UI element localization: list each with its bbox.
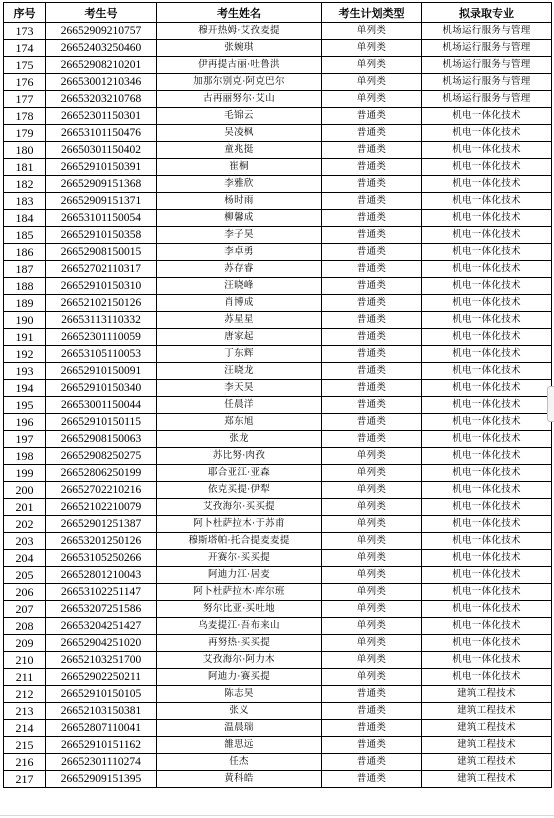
cell-plan-type: 普通类: [322, 244, 422, 261]
cell-student-name: 艾孜海尔·阿力木: [157, 652, 322, 669]
cell-major: 机电一体化技术: [422, 533, 552, 550]
cell-exam-id: 26652910151162: [46, 737, 157, 754]
cell-major: 机电一体化技术: [422, 210, 552, 227]
cell-exam-id: 26650301150402: [46, 142, 157, 159]
cell-seq: 193: [4, 363, 46, 380]
cell-major: 机电一体化技术: [422, 584, 552, 601]
cell-student-name: 阿卜杜萨拉木·于苏甫: [157, 516, 322, 533]
cell-exam-id: 26652908250275: [46, 448, 157, 465]
cell-major: 机电一体化技术: [422, 159, 552, 176]
cell-exam-id: 26652301150301: [46, 108, 157, 125]
table-row: [4, 737, 552, 754]
cell-student-name: 肖博成: [157, 295, 322, 312]
cell-exam-id: 26652103150381: [46, 703, 157, 720]
cell-seq: 186: [4, 244, 46, 261]
cell-student-name: 雒思远: [157, 737, 322, 754]
cell-student-name: 丁东辉: [157, 346, 322, 363]
cell-student-name: 再努热·买买提: [157, 635, 322, 652]
cell-student-name: 耶合亚江·亚森: [157, 465, 322, 482]
cell-major: 机电一体化技术: [422, 567, 552, 584]
cell-plan-type: 单列类: [322, 635, 422, 652]
table-row: [4, 550, 552, 567]
table-row: [4, 465, 552, 482]
cell-exam-id: 26653102251147: [46, 584, 157, 601]
table-row: [4, 771, 552, 788]
cell-seq: 201: [4, 499, 46, 516]
table-row: [4, 635, 552, 652]
cell-student-name: 张婉琪: [157, 40, 322, 57]
cell-seq: 190: [4, 312, 46, 329]
cell-plan-type: 单列类: [322, 448, 422, 465]
cell-exam-id: 26653113110332: [46, 312, 157, 329]
table-row: [4, 703, 552, 720]
table-row: [4, 193, 552, 210]
cell-plan-type: 单列类: [322, 550, 422, 567]
cell-seq: 214: [4, 720, 46, 737]
cell-major: 机电一体化技术: [422, 397, 552, 414]
table-row: [4, 125, 552, 142]
cell-major: 建筑工程技术: [422, 720, 552, 737]
cell-exam-id: 26653101150054: [46, 210, 157, 227]
table-row: [4, 329, 552, 346]
cell-exam-id: 26653105250266: [46, 550, 157, 567]
cell-plan-type: 普通类: [322, 159, 422, 176]
cell-seq: 216: [4, 754, 46, 771]
cell-plan-type: 普通类: [322, 108, 422, 125]
cell-exam-id: 26653204251427: [46, 618, 157, 635]
cell-student-name: 依克买提·伊犁: [157, 482, 322, 499]
cell-student-name: 加那尔别克·阿克巴尔: [157, 74, 322, 91]
cell-student-name: 艾孜海尔·买买提: [157, 499, 322, 516]
header-exam-id: 考生号: [46, 3, 157, 23]
cell-student-name: 李子昊: [157, 227, 322, 244]
table-row: [4, 482, 552, 499]
cell-student-name: 穆斯塔帕·托合提麦麦提: [157, 533, 322, 550]
cell-student-name: 穆开热姆·艾孜麦提: [157, 23, 322, 40]
cell-seq: 192: [4, 346, 46, 363]
table-row: [4, 210, 552, 227]
cell-exam-id: 26652910150115: [46, 414, 157, 431]
table-row: [4, 295, 552, 312]
cell-seq: 198: [4, 448, 46, 465]
cell-seq: 204: [4, 550, 46, 567]
cell-exam-id: 26652702210216: [46, 482, 157, 499]
cell-student-name: 阿迪力江·居麦: [157, 567, 322, 584]
cell-seq: 210: [4, 652, 46, 669]
cell-student-name: 古再丽努尔·艾山: [157, 91, 322, 108]
cell-plan-type: 普通类: [322, 278, 422, 295]
cell-plan-type: 普通类: [322, 397, 422, 414]
cell-exam-id: 26652702110317: [46, 261, 157, 278]
cell-major: 机电一体化技术: [422, 295, 552, 312]
cell-major: 机场运行服务与管理: [422, 91, 552, 108]
cell-student-name: 苏存睿: [157, 261, 322, 278]
side-scroll-tab[interactable]: [547, 386, 554, 422]
cell-plan-type: 单列类: [322, 533, 422, 550]
cell-plan-type: 单列类: [322, 567, 422, 584]
cell-seq: 191: [4, 329, 46, 346]
cell-seq: 181: [4, 159, 46, 176]
cell-major: 机电一体化技术: [422, 431, 552, 448]
cell-exam-id: 26652909151371: [46, 193, 157, 210]
cell-exam-id: 26652910150105: [46, 686, 157, 703]
cell-student-name: 苏星星: [157, 312, 322, 329]
cell-major: 机电一体化技术: [422, 618, 552, 635]
cell-seq: 199: [4, 465, 46, 482]
cell-exam-id: 26653105110053: [46, 346, 157, 363]
cell-plan-type: 普通类: [322, 754, 422, 771]
table-row: [4, 91, 552, 108]
cell-plan-type: 普通类: [322, 346, 422, 363]
cell-major: 机电一体化技术: [422, 227, 552, 244]
cell-major: 机电一体化技术: [422, 499, 552, 516]
cell-seq: 217: [4, 771, 46, 788]
cell-student-name: 吴凌枫: [157, 125, 322, 142]
cell-plan-type: 普通类: [322, 720, 422, 737]
table-row: [4, 244, 552, 261]
cell-major: 机电一体化技术: [422, 244, 552, 261]
table-row: [4, 720, 552, 737]
page-bottom-divider: [0, 815, 554, 816]
cell-plan-type: 单列类: [322, 57, 422, 74]
cell-major: 机电一体化技术: [422, 516, 552, 533]
cell-major: 机电一体化技术: [422, 278, 552, 295]
cell-seq: 182: [4, 176, 46, 193]
cell-exam-id: 26652909151368: [46, 176, 157, 193]
table-row: [4, 652, 552, 669]
cell-plan-type: 普通类: [322, 686, 422, 703]
cell-plan-type: 单列类: [322, 499, 422, 516]
cell-major: 机电一体化技术: [422, 414, 552, 431]
table-row: [4, 23, 552, 40]
cell-major: 机电一体化技术: [422, 380, 552, 397]
cell-plan-type: 单列类: [322, 40, 422, 57]
table-row: [4, 618, 552, 635]
cell-exam-id: 26652102210079: [46, 499, 157, 516]
cell-student-name: 温晨瑞: [157, 720, 322, 737]
cell-seq: 173: [4, 23, 46, 40]
cell-exam-id: 26652908150063: [46, 431, 157, 448]
cell-exam-id: 26652901251387: [46, 516, 157, 533]
cell-major: 建筑工程技术: [422, 737, 552, 754]
cell-seq: 184: [4, 210, 46, 227]
cell-student-name: 童兆挺: [157, 142, 322, 159]
cell-exam-id: 26653001150044: [46, 397, 157, 414]
cell-seq: 177: [4, 91, 46, 108]
table-row: [4, 669, 552, 686]
cell-student-name: 开赛尔·买买提: [157, 550, 322, 567]
cell-major: 机电一体化技术: [422, 346, 552, 363]
table-body: [4, 23, 552, 788]
cell-major: 机电一体化技术: [422, 601, 552, 618]
table-row: [4, 686, 552, 703]
table-row: [4, 754, 552, 771]
cell-major: 机电一体化技术: [422, 448, 552, 465]
cell-major: 机电一体化技术: [422, 329, 552, 346]
cell-plan-type: 单列类: [322, 91, 422, 108]
cell-student-name: 唐家起: [157, 329, 322, 346]
table-row: [4, 363, 552, 380]
cell-student-name: 张龙: [157, 431, 322, 448]
cell-major: 机电一体化技术: [422, 550, 552, 567]
cell-seq: 188: [4, 278, 46, 295]
cell-plan-type: 普通类: [322, 737, 422, 754]
cell-exam-id: 26652403250460: [46, 40, 157, 57]
cell-plan-type: 普通类: [322, 771, 422, 788]
cell-student-name: 伊再提古丽·吐鲁洪: [157, 57, 322, 74]
cell-student-name: 黄科皓: [157, 771, 322, 788]
cell-major: 机电一体化技术: [422, 363, 552, 380]
cell-student-name: 阿迪力·赛买提: [157, 669, 322, 686]
table-row: [4, 499, 552, 516]
cell-plan-type: 普通类: [322, 329, 422, 346]
table-row: [4, 57, 552, 74]
cell-plan-type: 普通类: [322, 261, 422, 278]
table-row: [4, 346, 552, 363]
cell-exam-id: 26652909151395: [46, 771, 157, 788]
header-major: 拟录取专业: [422, 3, 552, 23]
cell-student-name: 柳馨成: [157, 210, 322, 227]
header-seq: 序号: [4, 3, 46, 23]
cell-major: 建筑工程技术: [422, 771, 552, 788]
cell-student-name: 汪晓峰: [157, 278, 322, 295]
cell-student-name: 李卓勇: [157, 244, 322, 261]
cell-exam-id: 26652910150391: [46, 159, 157, 176]
cell-exam-id: 26652806250199: [46, 465, 157, 482]
cell-major: 机场运行服务与管理: [422, 74, 552, 91]
cell-seq: 185: [4, 227, 46, 244]
cell-major: 机场运行服务与管理: [422, 40, 552, 57]
cell-student-name: 李雅欣: [157, 176, 322, 193]
cell-seq: 215: [4, 737, 46, 754]
cell-major: 机电一体化技术: [422, 669, 552, 686]
table-row: [4, 380, 552, 397]
table-row: [4, 108, 552, 125]
cell-student-name: 陈志昊: [157, 686, 322, 703]
cell-seq: 183: [4, 193, 46, 210]
cell-seq: 203: [4, 533, 46, 550]
cell-exam-id: 26652904251020: [46, 635, 157, 652]
cell-plan-type: 单列类: [322, 465, 422, 482]
cell-student-name: 李天昊: [157, 380, 322, 397]
table-row: [4, 261, 552, 278]
table-row: [4, 533, 552, 550]
cell-exam-id: 26652902250211: [46, 669, 157, 686]
cell-plan-type: 单列类: [322, 601, 422, 618]
table-row: [4, 601, 552, 618]
cell-major: 建筑工程技术: [422, 686, 552, 703]
cell-student-name: 努尔比亚·买吐地: [157, 601, 322, 618]
table-row: [4, 227, 552, 244]
cell-plan-type: 普通类: [322, 125, 422, 142]
cell-major: 机电一体化技术: [422, 312, 552, 329]
header-name: 考生姓名: [157, 3, 322, 23]
cell-plan-type: 普通类: [322, 312, 422, 329]
cell-exam-id: 26652908150015: [46, 244, 157, 261]
cell-seq: 213: [4, 703, 46, 720]
cell-plan-type: 单列类: [322, 516, 422, 533]
cell-major: 建筑工程技术: [422, 703, 552, 720]
cell-seq: 205: [4, 567, 46, 584]
cell-exam-id: 26652910150091: [46, 363, 157, 380]
cell-plan-type: 普通类: [322, 176, 422, 193]
cell-seq: 209: [4, 635, 46, 652]
cell-student-name: 郑东旭: [157, 414, 322, 431]
cell-seq: 197: [4, 431, 46, 448]
cell-seq: 176: [4, 74, 46, 91]
cell-seq: 178: [4, 108, 46, 125]
cell-student-name: 汪晓龙: [157, 363, 322, 380]
cell-exam-id: 26652910150340: [46, 380, 157, 397]
cell-plan-type: 普通类: [322, 703, 422, 720]
table-header: [4, 3, 552, 23]
cell-seq: 180: [4, 142, 46, 159]
cell-plan-type: 普通类: [322, 142, 422, 159]
table-row: [4, 584, 552, 601]
table-row: [4, 567, 552, 584]
header-plan-type: 考生计划类型: [322, 3, 422, 23]
cell-plan-type: 普通类: [322, 295, 422, 312]
cell-plan-type: 普通类: [322, 363, 422, 380]
table-row: [4, 448, 552, 465]
cell-plan-type: 普通类: [322, 227, 422, 244]
cell-seq: 175: [4, 57, 46, 74]
table-row: [4, 278, 552, 295]
cell-seq: 207: [4, 601, 46, 618]
cell-seq: 187: [4, 261, 46, 278]
cell-seq: 206: [4, 584, 46, 601]
cell-exam-id: 26652801210043: [46, 567, 157, 584]
cell-student-name: 毛锦云: [157, 108, 322, 125]
cell-seq: 202: [4, 516, 46, 533]
cell-plan-type: 单列类: [322, 584, 422, 601]
cell-exam-id: 26652301110274: [46, 754, 157, 771]
cell-seq: 195: [4, 397, 46, 414]
cell-plan-type: 普通类: [322, 380, 422, 397]
cell-plan-type: 单列类: [322, 74, 422, 91]
cell-exam-id: 26653207251586: [46, 601, 157, 618]
table-row: [4, 516, 552, 533]
cell-exam-id: 26652807110041: [46, 720, 157, 737]
cell-seq: 211: [4, 669, 46, 686]
cell-seq: 194: [4, 380, 46, 397]
cell-exam-id: 26652301110059: [46, 329, 157, 346]
cell-seq: 189: [4, 295, 46, 312]
cell-major: 机电一体化技术: [422, 193, 552, 210]
cell-student-name: 阿卜杜萨拉木·库尔班: [157, 584, 322, 601]
table-row: [4, 176, 552, 193]
table-row: [4, 40, 552, 57]
cell-seq: 179: [4, 125, 46, 142]
cell-plan-type: 单列类: [322, 23, 422, 40]
table-row: [4, 431, 552, 448]
cell-exam-id: 26652103251700: [46, 652, 157, 669]
cell-major: 机电一体化技术: [422, 261, 552, 278]
cell-plan-type: 普通类: [322, 210, 422, 227]
cell-student-name: 苏比努·肉孜: [157, 448, 322, 465]
cell-major: 机电一体化技术: [422, 652, 552, 669]
cell-seq: 196: [4, 414, 46, 431]
table-row: [4, 159, 552, 176]
cell-exam-id: 26653101150476: [46, 125, 157, 142]
cell-major: 机电一体化技术: [422, 635, 552, 652]
cell-plan-type: 普通类: [322, 193, 422, 210]
cell-major: 机电一体化技术: [422, 125, 552, 142]
table-row: [4, 312, 552, 329]
cell-student-name: 张义: [157, 703, 322, 720]
cell-seq: 208: [4, 618, 46, 635]
cell-major: 机场运行服务与管理: [422, 57, 552, 74]
cell-plan-type: 单列类: [322, 618, 422, 635]
cell-plan-type: 单列类: [322, 652, 422, 669]
cell-exam-id: 26653203210768: [46, 91, 157, 108]
table-row: [4, 414, 552, 431]
cell-major: 机电一体化技术: [422, 482, 552, 499]
cell-major: 建筑工程技术: [422, 754, 552, 771]
cell-exam-id: 26653001210346: [46, 74, 157, 91]
cell-exam-id: 26652910150310: [46, 278, 157, 295]
cell-student-name: 任晨洋: [157, 397, 322, 414]
cell-exam-id: 26652909210757: [46, 23, 157, 40]
cell-exam-id: 26652908210201: [46, 57, 157, 74]
table-row: [4, 397, 552, 414]
cell-seq: 200: [4, 482, 46, 499]
cell-major: 机电一体化技术: [422, 108, 552, 125]
cell-major: 机电一体化技术: [422, 465, 552, 482]
cell-major: 机场运行服务与管理: [422, 23, 552, 40]
cell-student-name: 杨时雨: [157, 193, 322, 210]
cell-exam-id: 26652910150358: [46, 227, 157, 244]
cell-plan-type: 单列类: [322, 669, 422, 686]
table-row: [4, 74, 552, 91]
cell-plan-type: 普通类: [322, 431, 422, 448]
cell-exam-id: 26653201250126: [46, 533, 157, 550]
cell-student-name: 乌麦提江·吾布来山: [157, 618, 322, 635]
cell-plan-type: 普通类: [322, 414, 422, 431]
cell-seq: 212: [4, 686, 46, 703]
cell-exam-id: 26652102150126: [46, 295, 157, 312]
admission-table: [3, 2, 552, 788]
cell-student-name: 任杰: [157, 754, 322, 771]
cell-student-name: 崔桐: [157, 159, 322, 176]
cell-plan-type: 单列类: [322, 482, 422, 499]
table-row: [4, 142, 552, 159]
cell-major: 机电一体化技术: [422, 142, 552, 159]
cell-major: 机电一体化技术: [422, 176, 552, 193]
cell-seq: 174: [4, 40, 46, 57]
